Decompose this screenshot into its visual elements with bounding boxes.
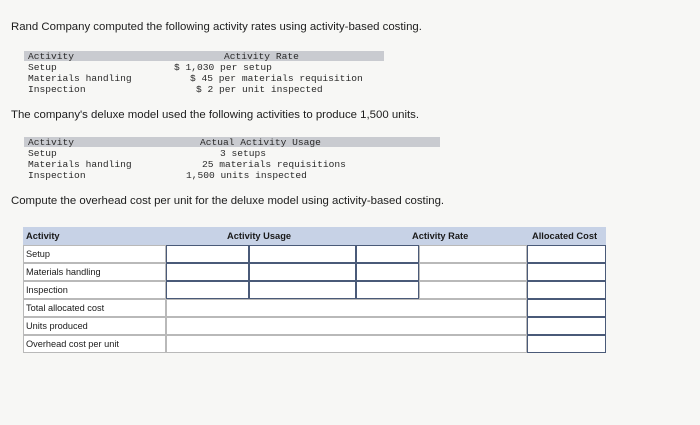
inspection-allocated-cost-input[interactable] (527, 281, 606, 299)
usage-activity: Inspection (28, 170, 86, 181)
answer-header-allocated-cost: Allocated Cost (527, 227, 606, 245)
usage-table-header (24, 137, 444, 148)
rates-value: $ 45 per materials requisition (190, 73, 363, 84)
materials-allocated-cost-input[interactable] (527, 263, 606, 281)
materials-rate-input[interactable] (356, 263, 419, 281)
rates-row (24, 62, 444, 73)
answer-row-label-total-allocated-cost: Total allocated cost (23, 299, 166, 317)
intro-text: Rand Company computed the following activity rates using activity-based costing. (11, 21, 422, 33)
answer-row-label-materials-handling: Materials handling (23, 263, 166, 281)
materials-usage-unit-input[interactable] (249, 263, 356, 281)
inspection-usage-input[interactable] (166, 281, 249, 299)
rates-activity: Inspection (28, 84, 86, 95)
answer-header-activity: Activity (23, 227, 166, 245)
units-produced-spacer (166, 317, 527, 335)
rates-row (24, 73, 444, 84)
usage-row (24, 170, 444, 181)
rates-activity: Setup (28, 62, 57, 73)
rates-row (24, 84, 444, 95)
inspection-rate-input[interactable] (356, 281, 419, 299)
usage-activity: Materials handling (28, 159, 132, 170)
usage-header-usage: Actual Activity Usage (200, 137, 321, 148)
inspection-usage-unit-input[interactable] (249, 281, 356, 299)
answer-row-label-overhead-cost-per-unit: Overhead cost per unit (23, 335, 166, 353)
setup-usage-input[interactable] (166, 245, 249, 263)
inspection-rate-unit-cell (419, 281, 527, 299)
total-allocated-cost-spacer (166, 299, 527, 317)
answer-row-label-inspection: Inspection (23, 281, 166, 299)
setup-rate-unit-cell (419, 245, 527, 263)
overhead-cost-per-unit-spacer (166, 335, 527, 353)
setup-rate-input[interactable] (356, 245, 419, 263)
materials-usage-input[interactable] (166, 263, 249, 281)
usage-row (24, 159, 444, 170)
materials-rate-unit-cell (419, 263, 527, 281)
usage-value: 1,500 units inspected (186, 170, 307, 181)
setup-allocated-cost-input[interactable] (527, 245, 606, 263)
answer-row-label-setup: Setup (23, 245, 166, 263)
answer-row-label-units-produced: Units produced (23, 317, 166, 335)
overhead-cost-per-unit-input[interactable] (527, 335, 606, 353)
rates-table-header (24, 51, 444, 62)
rates-header-rate: Activity Rate (224, 51, 299, 62)
answer-header-activity-rate: Activity Rate (356, 227, 527, 245)
rates-value: $ 1,030 per setup (174, 62, 272, 73)
answer-header-activity-usage: Activity Usage (166, 227, 356, 245)
setup-usage-unit-input[interactable] (249, 245, 356, 263)
rates-value: $ 2 per unit inspected (196, 84, 323, 95)
total-allocated-cost-input[interactable] (527, 299, 606, 317)
rates-header-activity: Activity (28, 51, 75, 62)
usage-value: 3 setups (220, 148, 267, 159)
usage-row (24, 148, 444, 159)
units-produced-input[interactable] (527, 317, 606, 335)
usage-header-activity: Activity (28, 137, 75, 148)
rates-activity: Materials handling (28, 73, 132, 84)
question-text: Compute the overhead cost per unit for the deluxe model using activity-based costing. (11, 195, 445, 207)
usage-activity: Setup (28, 148, 57, 159)
usage-intro-text: The company's deluxe model used the following activities to produce 1,500 units. (11, 109, 420, 121)
usage-value: 25 materials requisitions (202, 159, 346, 170)
